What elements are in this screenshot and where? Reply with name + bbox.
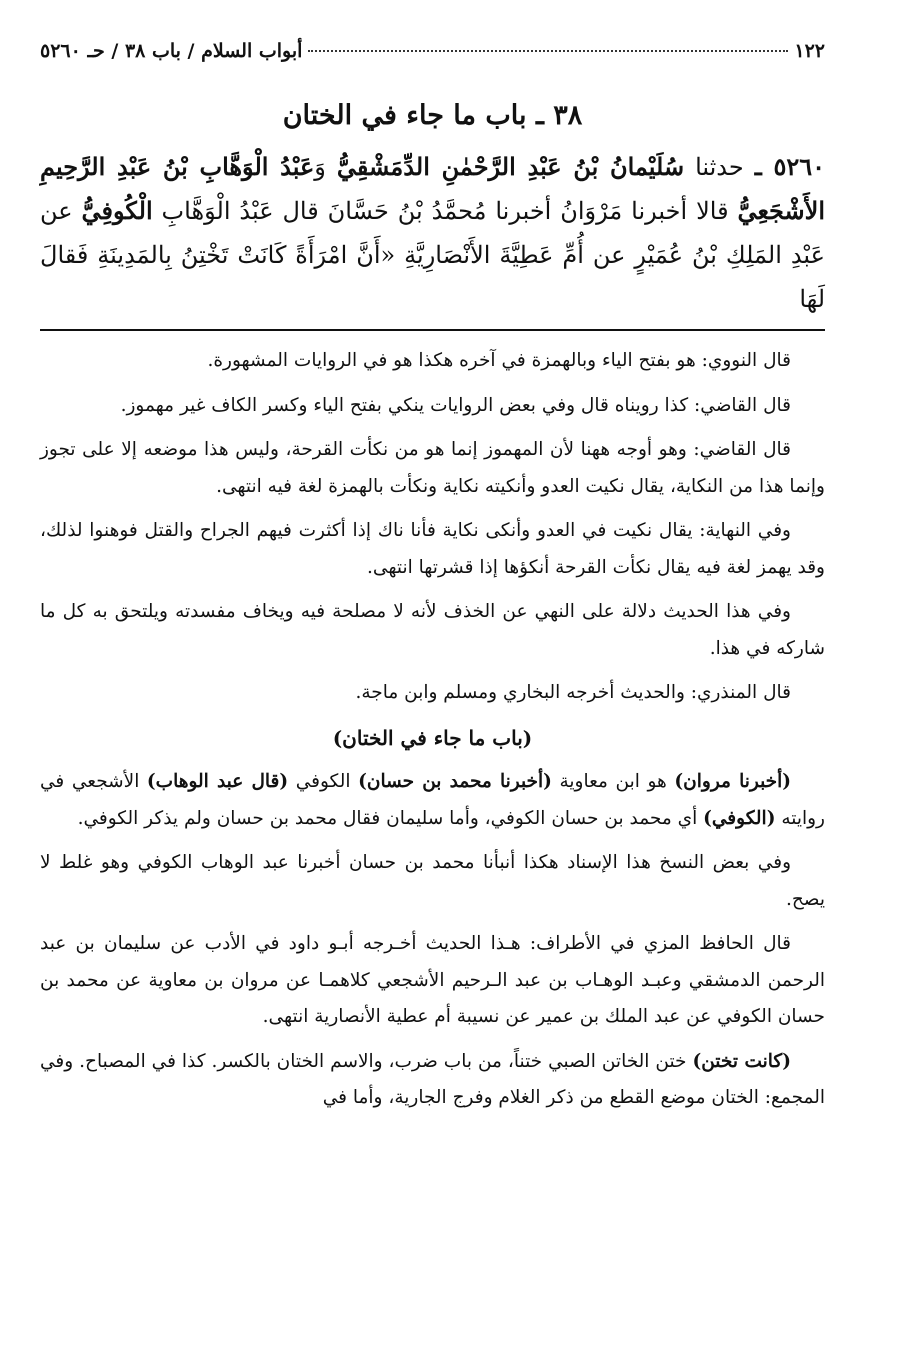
header-dot-leader — [308, 50, 788, 52]
commentary-paragraph — [40, 764, 825, 837]
narrator-2: عَبْدُ الْوَهَّابِ بْنُ عَبْدِ الرَّحِيمِ الأَشْجَعِيُّ — [40, 152, 826, 225]
divider-rule — [40, 329, 825, 331]
commentary-paragraph: وفي بعض النسخ هذا الإسناد هكذا أنبأنا محمد بن حسان أخبرنا عبد الوهاب الكوفي وهو غلط لا يصح. — [40, 852, 825, 910]
keyword: (أخبرنا مروان) — [674, 771, 791, 792]
running-title: أبواب السلام / باب ٣٨ / حـ ٥٢٦٠ — [40, 40, 303, 62]
page-number: ١٢٢ — [794, 40, 825, 62]
keyword: (قال عبد الوهاب) — [146, 771, 289, 792]
keyword: (الكوفي) — [703, 807, 776, 829]
commentary-paragraph: قال المنذري: والحديث أخرجه البخاري ومسلم وابن ماجة. — [355, 682, 791, 703]
hadith-part-2: وَ — [314, 153, 337, 181]
narrator-3: الْكُوفِيُّ — [81, 196, 153, 225]
hadith-part-1: حدثنا — [684, 153, 755, 181]
commentary-text: الكوفي — [288, 771, 359, 792]
commentary-paragraph: قال الحافظ المزي في الأطراف: هـذا الحديث أخـرجه أبـو داود في الأدب عن سليمان بن عبد الرحمن الدمشقي وعبـد الوهـاب بن عبد الـرحيم الأشجعي كلاهمـا عن مروان بن معاوية عن محمد بن حسان الكوفي عن عبد الملك بن عمير عن نسيبة أم عطية الأنصارية انتهى. — [40, 933, 825, 1027]
commentary-sub-title: (باب ما جاء في الختان) — [332, 725, 533, 750]
commentary-paragraph: قال النووي: هو بفتح الياء وبالهمزة في آخره هكذا هو في الروايات المشهورة. — [207, 350, 791, 371]
hadith-part-3: قالا أخبرنا مَرْوَانُ أخبرنا مُحمَّدُ بْنُ حَسَّانَ قال عَبْدُ الْوَهَّابِ — [152, 197, 738, 225]
commentary-paragraph — [40, 1044, 825, 1117]
book-page — [40, 40, 825, 1125]
keyword: (أخبرنا محمد بن حسان) — [358, 771, 552, 792]
commentary-paragraph: قال القاضي: وهو أوجه ههنا لأن المهموز إنما هو من نكأت القرحة، وليس هذا موضعه إلا على تجوز وإنما هذا من النكاية، يقال نكيت العدو وأنكيته نكاية ونكأت بالهمزة لغة فيه انتهى. — [40, 439, 825, 497]
commentary-paragraph: قال القاضي: كذا رويناه قال وفي بعض الروايات ينكي بفتح الياء وكسر الكاف غير مهموز. — [120, 394, 791, 416]
commentary-text: الأشجعي في روايته — [40, 771, 825, 829]
commentary-text: ختن الخاتن الصبي ختناً، من باب ضرب، والاسم الختان بالكسر. كذا في المصباح. وفي المجمع: الختان موضع القطع من ذكر الغلام وفرج الجارية، وأما في — [40, 1050, 825, 1108]
commentary — [40, 343, 825, 1117]
commentary-text: هو ابن معاوية — [551, 771, 675, 792]
hadith-number: ٥٢٦٠ ـ — [754, 152, 826, 181]
hadith-text — [40, 145, 825, 325]
chapter-title: ٣٨ ـ باب ما جاء في الختان — [282, 100, 583, 131]
commentary-paragraph: وفي هذا الحديث دلالة على النهي عن الخذف لأنه لا مصلحة فيه ويخاف مفسدته ويلتحق به كل ما شاركه في هذا. — [40, 601, 825, 659]
running-header — [40, 40, 825, 84]
commentary-text: أي محمد بن حسان الكوفي، وأما سليمان فقال محمد بن حسان ولم يذكر الكوفي. — [77, 807, 704, 829]
narrator-1: سُلَيْمانُ بْنُ عَبْدِ الرَّحْمٰنِ الدِّمَشْقِيُّ — [336, 152, 685, 181]
commentary-paragraph: وفي النهاية: يقال نكيت في العدو وأنكى نكاية فأنا ناك إذا أكثرت فيهم الجراح والقتل فوهنوا لذلك، وقد يهمز لغة فيه يقال نكأت القرحة أنكؤها إذا قشرتها انتهى. — [40, 520, 825, 578]
hadith-part-4: عن عَبْدِ المَلِكِ بْنُ عُمَيْرٍ عن أُمِّ عَطِيَّةَ الأَنْصَارِيَّةِ «أَنَّ امْرَأَةً كَانَتْ تَخْتِنُ بِالمَدِينَةِ فَقالَ لَهَا — [40, 197, 825, 313]
keyword: (كانت تختن) — [692, 1050, 791, 1072]
